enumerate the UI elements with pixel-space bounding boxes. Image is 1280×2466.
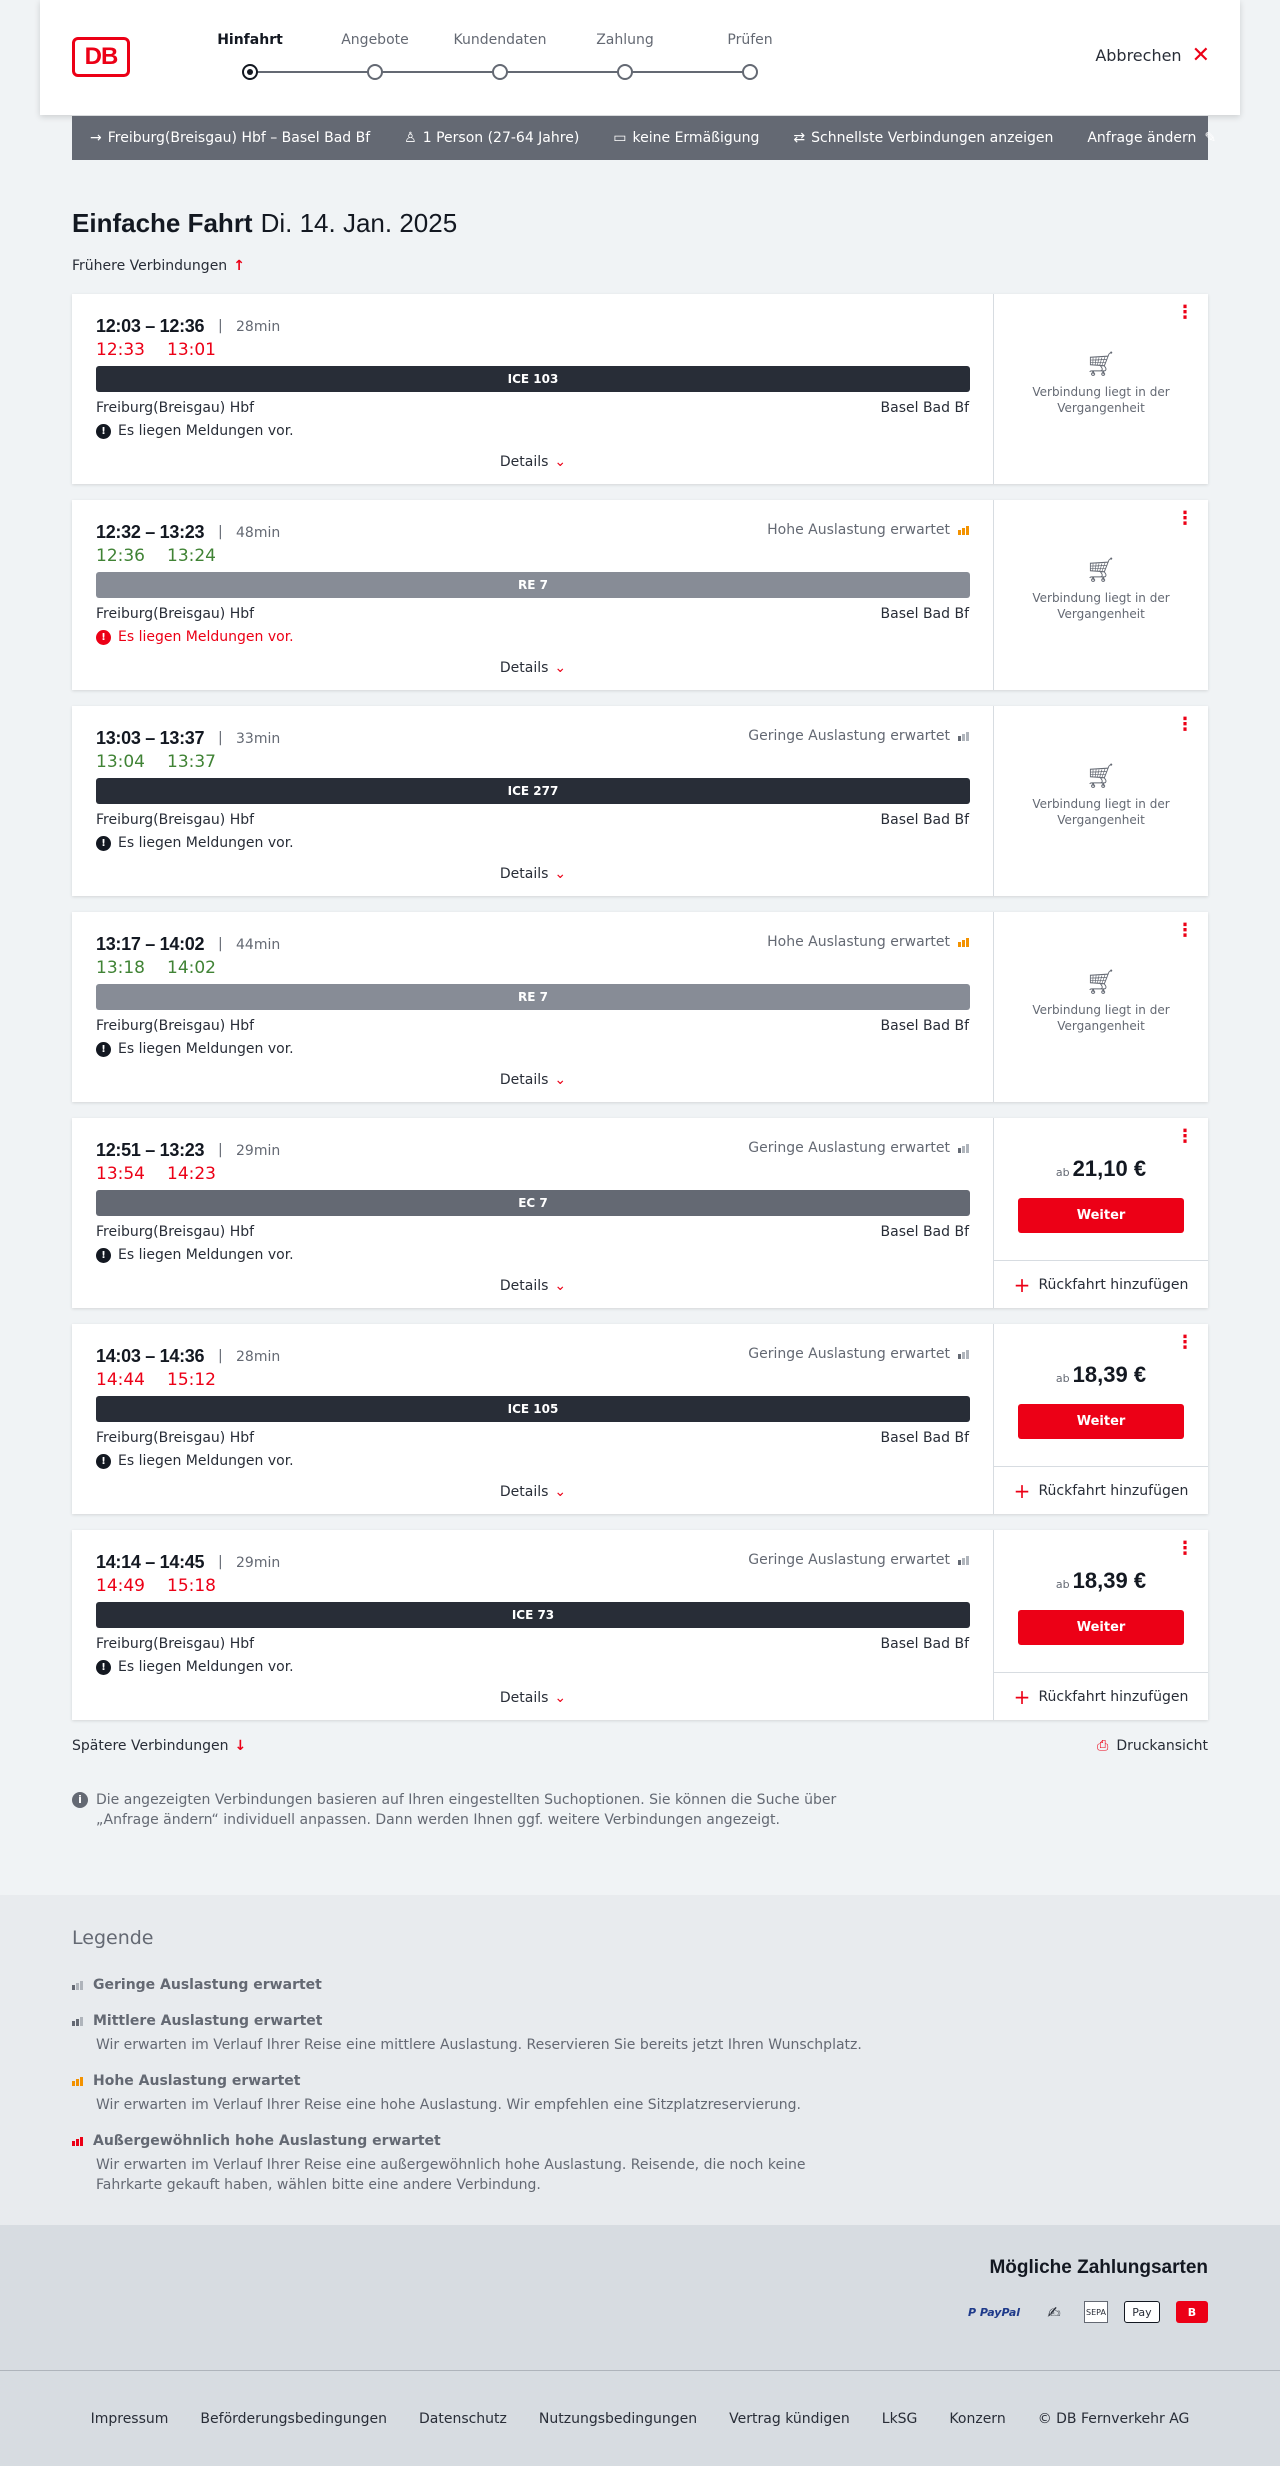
occupancy-mid-icon bbox=[72, 2017, 83, 2026]
connection-main[interactable] bbox=[72, 1530, 994, 1720]
realtime-arrival: 15:12 bbox=[167, 1370, 216, 1390]
destination-station: Basel Bad Bf bbox=[880, 812, 969, 828]
realtime-times bbox=[96, 1576, 238, 1596]
occupancy-info bbox=[748, 1140, 969, 1156]
plus-icon: + bbox=[1013, 1478, 1031, 1503]
step-dot-icon bbox=[742, 64, 758, 80]
step-dot-icon bbox=[367, 64, 383, 80]
info-note bbox=[72, 1790, 852, 1830]
train-bar: ICE 277 bbox=[96, 778, 970, 804]
printer-icon: ⎙ bbox=[1097, 1738, 1109, 1754]
legend-item-description: Wir erwarten im Verlauf Ihrer Reise eine außergewöhnlich hohe Auslastung. Reisende, die noch keine Fahrkarte gekauft haben, wählen bitte eine andere Verbindung. bbox=[96, 2157, 806, 2193]
summary-discount-text: keine Ermäßigung bbox=[632, 130, 760, 146]
cart-icon: 🛒︎ bbox=[1085, 556, 1117, 584]
connection-card bbox=[72, 294, 1208, 484]
connection-card bbox=[72, 1530, 1208, 1720]
add-return-label: Rückfahrt hinzufügen bbox=[1038, 1482, 1189, 1499]
realtime-arrival: 14:23 bbox=[167, 1164, 216, 1184]
step-label: Kundendaten bbox=[453, 32, 547, 48]
occupancy-low-icon bbox=[958, 1144, 969, 1153]
realtime-departure: 13:04 bbox=[96, 752, 145, 772]
db-icon: B bbox=[1176, 2301, 1208, 2323]
past-connection-notice bbox=[994, 968, 1208, 1034]
occupancy-label: Geringe Auslastung erwartet bbox=[748, 1346, 950, 1362]
price-amount: 18,39 € bbox=[1072, 1362, 1147, 1387]
destination-station: Basel Bad Bf bbox=[880, 1636, 969, 1652]
footer-link[interactable]: Impressum bbox=[90, 2411, 169, 2427]
details-toggle[interactable] bbox=[72, 454, 994, 470]
origin-station: Freiburg(Breisgau) Hbf bbox=[96, 1430, 255, 1446]
connection-offer bbox=[994, 912, 1208, 1102]
price-prefix: ab bbox=[1055, 1372, 1070, 1385]
details-label: Details bbox=[499, 1484, 549, 1500]
realtime-departure: 14:49 bbox=[96, 1576, 145, 1596]
connection-offer bbox=[994, 1118, 1208, 1308]
step-zahlung[interactable] bbox=[555, 30, 695, 80]
footer-links bbox=[0, 2411, 1280, 2427]
departure-arrival-times: 12:03 – 12:36 bbox=[96, 316, 205, 336]
occupancy-info bbox=[767, 934, 969, 950]
summary-route bbox=[90, 130, 370, 146]
notice-text: Es liegen Meldungen vor. bbox=[118, 1041, 294, 1057]
destination-station: Basel Bad Bf bbox=[880, 1018, 969, 1034]
details-label: Details bbox=[499, 454, 549, 470]
add-return-trip-button[interactable] bbox=[994, 1672, 1208, 1720]
chevron-down-icon: ⌄ bbox=[554, 1072, 567, 1088]
destination-station: Basel Bad Bf bbox=[880, 1430, 969, 1446]
notice-text: Es liegen Meldungen vor. bbox=[118, 1659, 294, 1675]
details-toggle[interactable] bbox=[72, 1484, 994, 1500]
later-label: Spätere Verbindungen bbox=[72, 1738, 229, 1754]
duration: 28min bbox=[236, 1349, 281, 1365]
details-label: Details bbox=[499, 1690, 549, 1706]
more-options-icon[interactable]: ⋮ bbox=[1176, 920, 1194, 941]
connection-card bbox=[72, 912, 1208, 1102]
earlier-connections-link[interactable] bbox=[72, 258, 245, 274]
departure-arrival-times: 13:03 – 13:37 bbox=[96, 728, 205, 748]
later-connections-link[interactable] bbox=[72, 1738, 246, 1754]
step-dot-icon bbox=[492, 64, 508, 80]
legend bbox=[0, 1895, 1280, 2225]
duration: 48min bbox=[236, 525, 281, 541]
card-icon: ▭ bbox=[613, 130, 627, 146]
earlier-label: Frühere Verbindungen bbox=[72, 258, 228, 274]
legend-item-title bbox=[72, 1977, 872, 1993]
separator: | bbox=[218, 1554, 223, 1570]
departure-arrival-times: 14:14 – 14:45 bbox=[96, 1552, 205, 1572]
db-logo[interactable]: DB bbox=[72, 37, 130, 77]
chevron-down-icon: ⌄ bbox=[554, 866, 567, 882]
step-prüfen[interactable] bbox=[680, 30, 820, 80]
more-options-icon[interactable]: ⋮ bbox=[1176, 1126, 1194, 1147]
alert-icon: ! bbox=[96, 1660, 111, 1675]
chevron-down-icon: ⌄ bbox=[554, 660, 567, 676]
paypal-icon: P PayPal bbox=[967, 2305, 1021, 2319]
connection-offer bbox=[994, 294, 1208, 484]
realtime-departure: 14:44 bbox=[96, 1370, 145, 1390]
arrow-up-icon: ↑ bbox=[233, 258, 245, 274]
realtime-arrival: 13:01 bbox=[167, 340, 216, 360]
summary-persons-text: 1 Person (27-64 Jahre) bbox=[422, 130, 580, 146]
connection-main[interactable] bbox=[72, 1118, 994, 1308]
past-connection-text: Verbindung liegt in der Vergangenheit bbox=[1032, 385, 1170, 415]
details-toggle[interactable] bbox=[72, 866, 994, 882]
details-label: Details bbox=[499, 1072, 549, 1088]
legend-title-text: Geringe Auslastung erwartet bbox=[93, 1977, 322, 1993]
price bbox=[994, 1156, 1208, 1182]
legend-item-description: Wir erwarten im Verlauf Ihrer Reise eine hohe Auslastung. Wir empfehlen eine Sitzplatzreservierung. bbox=[96, 2097, 801, 2113]
add-return-trip-button[interactable] bbox=[994, 1260, 1208, 1308]
add-return-trip-button[interactable] bbox=[994, 1466, 1208, 1514]
legend-item-title bbox=[72, 2013, 872, 2029]
departure-arrival-times: 14:03 – 14:36 bbox=[96, 1346, 205, 1366]
legend-item-description: Wir erwarten im Verlauf Ihrer Reise eine mittlere Auslastung. Reservieren Sie bereits jetzt Ihren Wunschplatz. bbox=[96, 2037, 862, 2053]
step-label: Prüfen bbox=[727, 32, 773, 48]
info-icon: i bbox=[72, 1792, 88, 1808]
connection-card bbox=[72, 1118, 1208, 1308]
connection-card bbox=[72, 1324, 1208, 1514]
connection-main[interactable] bbox=[72, 706, 994, 896]
train-bar: ICE 103 bbox=[96, 366, 970, 392]
chevron-down-icon: ⌄ bbox=[554, 454, 567, 470]
print-label: Druckansicht bbox=[1116, 1738, 1208, 1754]
notice-message bbox=[96, 835, 294, 851]
details-label: Details bbox=[499, 660, 549, 676]
plus-icon: + bbox=[1013, 1684, 1031, 1709]
alert-icon: ! bbox=[96, 1454, 111, 1469]
destination-station: Basel Bad Bf bbox=[880, 606, 969, 622]
connection-main[interactable] bbox=[72, 1324, 994, 1514]
continue-button[interactable]: Weiter bbox=[1018, 1610, 1184, 1645]
payment-methods bbox=[0, 2225, 1280, 2370]
notice-message bbox=[96, 423, 294, 439]
chevron-down-icon: ⌄ bbox=[554, 1690, 567, 1706]
edit-request-label: Anfrage ändern bbox=[1087, 130, 1197, 146]
legend-title-text: Hohe Auslastung erwartet bbox=[93, 2073, 301, 2089]
occupancy-low-icon bbox=[958, 732, 969, 741]
edit-request-button[interactable] bbox=[1087, 130, 1216, 146]
step-hinfahrt[interactable] bbox=[180, 30, 320, 80]
footer-link[interactable]: Konzern bbox=[949, 2411, 1006, 2427]
train-bar: ICE 105 bbox=[96, 1396, 970, 1422]
departure-arrival-times: 12:51 – 13:23 bbox=[96, 1140, 205, 1160]
details-toggle[interactable] bbox=[72, 1072, 994, 1088]
summary-option bbox=[793, 130, 1053, 146]
details-toggle[interactable] bbox=[72, 1690, 994, 1706]
duration: 28min bbox=[236, 319, 281, 335]
notice-text: Es liegen Meldungen vor. bbox=[118, 1453, 294, 1469]
realtime-times bbox=[96, 340, 238, 360]
realtime-arrival: 14:02 bbox=[167, 958, 216, 978]
alert-icon: ! bbox=[96, 1248, 111, 1263]
departure-arrival-times: 13:17 – 14:02 bbox=[96, 934, 205, 954]
legend-item-mid bbox=[72, 2013, 872, 2055]
duration: 29min bbox=[236, 1555, 281, 1571]
separator: | bbox=[218, 1142, 223, 1158]
notice-text: Es liegen Meldungen vor. bbox=[118, 629, 294, 645]
occupancy-low-icon bbox=[72, 1981, 83, 1990]
footer-link[interactable]: Nutzungsbedingungen bbox=[538, 2411, 698, 2427]
train-bar: EC 7 bbox=[96, 1190, 970, 1216]
connection-card bbox=[72, 500, 1208, 690]
duration: 29min bbox=[236, 1143, 281, 1159]
train-bar: ICE 73 bbox=[96, 1602, 970, 1628]
duration: 44min bbox=[236, 937, 281, 953]
past-connection-notice bbox=[994, 350, 1208, 416]
connection-offer bbox=[994, 1530, 1208, 1720]
header bbox=[40, 0, 1240, 115]
footer-link[interactable]: Vertrag kündigen bbox=[729, 2411, 850, 2427]
notice-message bbox=[96, 1247, 294, 1263]
plus-icon: + bbox=[1013, 1272, 1031, 1297]
notice-text: Es liegen Meldungen vor. bbox=[118, 423, 294, 439]
summary-route-text: Freiburg(Breisgau) Hbf – Basel Bad Bf bbox=[107, 130, 371, 146]
cart-icon: 🛒︎ bbox=[1085, 350, 1117, 378]
summary-persons bbox=[404, 130, 579, 146]
person-icon: ♙ bbox=[404, 130, 417, 146]
occupancy-high-icon bbox=[72, 2077, 83, 2086]
past-connection-text: Verbindung liegt in der Vergangenheit bbox=[1032, 1003, 1170, 1033]
more-options-icon[interactable]: ⋮ bbox=[1176, 1332, 1194, 1353]
notice-text: Es liegen Meldungen vor. bbox=[118, 835, 294, 851]
notice-message bbox=[96, 1659, 294, 1675]
realtime-times bbox=[96, 1164, 238, 1184]
train-bar: RE 7 bbox=[96, 984, 970, 1010]
alert-icon: ! bbox=[96, 424, 111, 439]
realtime-times bbox=[96, 1370, 238, 1390]
more-options-icon[interactable]: ⋮ bbox=[1176, 714, 1194, 735]
sepa-icon: SEPA bbox=[1084, 2301, 1108, 2323]
progress-steps bbox=[180, 30, 773, 90]
origin-station: Freiburg(Breisgau) Hbf bbox=[96, 1224, 255, 1240]
occupancy-extreme-icon bbox=[72, 2137, 83, 2146]
details-toggle[interactable] bbox=[72, 1278, 994, 1294]
add-return-label: Rückfahrt hinzufügen bbox=[1038, 1688, 1189, 1705]
past-connection-text: Verbindung liegt in der Vergangenheit bbox=[1032, 797, 1170, 827]
more-options-icon[interactable]: ⋮ bbox=[1176, 1538, 1194, 1559]
legend-item-title bbox=[72, 2133, 872, 2149]
occupancy-info bbox=[748, 1552, 969, 1568]
more-options-icon[interactable]: ⋮ bbox=[1176, 302, 1194, 323]
origin-station: Freiburg(Breisgau) Hbf bbox=[96, 812, 255, 828]
info-text: Die angezeigten Verbindungen basieren auf Ihren eingestellten Suchoptionen. Sie können die Suche über „Anfrage ändern“ individuell anpassen. Dann werden Ihnen ggf. weitere Verbindungen angezeigt. bbox=[96, 1792, 837, 1828]
legend-item-high bbox=[72, 2073, 872, 2115]
legend-item-extreme bbox=[72, 2133, 872, 2195]
past-connection-notice bbox=[994, 556, 1208, 622]
occupancy-info bbox=[767, 522, 969, 538]
duration: 33min bbox=[236, 731, 281, 747]
pencil-icon: ✎ bbox=[1204, 130, 1217, 146]
search-summary-bar bbox=[72, 116, 1217, 160]
realtime-departure: 12:33 bbox=[96, 340, 145, 360]
alert-icon: ! bbox=[96, 836, 111, 851]
occupancy-low-icon bbox=[958, 1350, 969, 1359]
realtime-departure: 13:54 bbox=[96, 1164, 145, 1184]
origin-station: Freiburg(Breisgau) Hbf bbox=[96, 606, 255, 622]
footer-link[interactable]: LkSG bbox=[881, 2411, 918, 2427]
separator: | bbox=[218, 936, 223, 952]
print-view-link[interactable] bbox=[1097, 1738, 1208, 1754]
chevron-down-icon: ⌄ bbox=[554, 1278, 567, 1294]
separator: | bbox=[218, 730, 223, 746]
occupancy-info bbox=[748, 1346, 969, 1362]
more-options-icon[interactable]: ⋮ bbox=[1176, 508, 1194, 529]
alert-icon: ! bbox=[96, 1042, 111, 1057]
close-icon: ✕ bbox=[1191, 42, 1210, 68]
train-bar: RE 7 bbox=[96, 572, 970, 598]
cart-icon: 🛒︎ bbox=[1085, 762, 1117, 790]
trip-date: Di. 14. Jan. 2025 bbox=[260, 208, 458, 238]
legend-title-text: Mittlere Auslastung erwartet bbox=[93, 2013, 323, 2029]
price bbox=[994, 1568, 1208, 1594]
destination-station: Basel Bad Bf bbox=[880, 400, 969, 416]
trip-type: Einfache Fahrt bbox=[72, 208, 253, 238]
step-angebote[interactable] bbox=[305, 30, 445, 80]
connection-main[interactable] bbox=[72, 912, 994, 1102]
connection-main[interactable] bbox=[72, 294, 994, 484]
notice-message bbox=[96, 629, 294, 645]
apple-icon: Pay bbox=[1124, 2301, 1160, 2323]
payment-title: Mögliche Zahlungsarten bbox=[989, 2257, 1208, 2278]
summary-discount bbox=[613, 130, 759, 146]
swap-icon: ⇄ bbox=[793, 130, 806, 146]
legend-item-low bbox=[72, 1977, 872, 1993]
occupancy-high-icon bbox=[958, 526, 969, 535]
price-amount: 21,10 € bbox=[1072, 1156, 1147, 1181]
occupancy-info bbox=[748, 728, 969, 744]
step-label: Hinfahrt bbox=[217, 32, 283, 48]
realtime-departure: 13:18 bbox=[96, 958, 145, 978]
chevron-down-icon: ⌄ bbox=[554, 1484, 567, 1500]
step-kundendaten[interactable] bbox=[430, 30, 570, 80]
past-connection-text: Verbindung liegt in der Vergangenheit bbox=[1032, 591, 1170, 621]
legend-title: Legende bbox=[72, 1927, 154, 1949]
destination-station: Basel Bad Bf bbox=[880, 1224, 969, 1240]
realtime-arrival: 13:24 bbox=[167, 546, 216, 566]
occupancy-high-icon bbox=[958, 938, 969, 947]
occupancy-label: Hohe Auslastung erwartet bbox=[767, 934, 950, 950]
arrow-right-icon: → bbox=[90, 130, 102, 146]
realtime-departure: 12:36 bbox=[96, 546, 145, 566]
notice-message bbox=[96, 1453, 294, 1469]
occupancy-label: Geringe Auslastung erwartet bbox=[748, 1140, 950, 1156]
legend-title-text: Außergewöhnlich hohe Auslastung erwartet bbox=[93, 2133, 441, 2149]
details-label: Details bbox=[499, 866, 549, 882]
footer bbox=[0, 2370, 1280, 2466]
price-amount: 18,39 € bbox=[1072, 1568, 1147, 1593]
summary-option-text: Schnellste Verbindungen anzeigen bbox=[811, 130, 1054, 146]
realtime-times bbox=[96, 546, 238, 566]
separator: | bbox=[218, 1348, 223, 1364]
cart-icon: 🛒︎ bbox=[1085, 968, 1117, 996]
legend-item-title bbox=[72, 2073, 872, 2089]
page-title bbox=[72, 208, 457, 239]
step-label: Zahlung bbox=[596, 32, 654, 48]
connection-main[interactable] bbox=[72, 500, 994, 690]
cancel-button[interactable] bbox=[1095, 42, 1210, 68]
connection-offer bbox=[994, 706, 1208, 896]
arrow-down-icon: ↓ bbox=[234, 1738, 247, 1754]
cancel-label: Abbrechen bbox=[1095, 46, 1182, 65]
price-prefix: ab bbox=[1055, 1166, 1070, 1179]
step-dot-icon bbox=[242, 64, 258, 80]
origin-station: Freiburg(Breisgau) Hbf bbox=[96, 1636, 255, 1652]
separator: | bbox=[218, 318, 223, 334]
connection-card bbox=[72, 706, 1208, 896]
realtime-arrival: 13:37 bbox=[167, 752, 216, 772]
occupancy-label: Geringe Auslastung erwartet bbox=[748, 1552, 950, 1568]
add-return-label: Rückfahrt hinzufügen bbox=[1038, 1276, 1189, 1293]
occupancy-low-icon bbox=[958, 1556, 969, 1565]
occupancy-label: Geringe Auslastung erwartet bbox=[748, 728, 950, 744]
footer-link[interactable]: Beförderungsbedingungen bbox=[200, 2411, 387, 2427]
past-connection-notice bbox=[994, 762, 1208, 828]
connection-offer bbox=[994, 500, 1208, 690]
separator: | bbox=[218, 524, 223, 540]
payment-icons bbox=[964, 2301, 1208, 2323]
step-dot-icon bbox=[617, 64, 633, 80]
origin-station: Freiburg(Breisgau) Hbf bbox=[96, 400, 255, 416]
sig-icon: ✍ bbox=[1047, 2302, 1061, 2322]
departure-arrival-times: 12:32 – 13:23 bbox=[96, 522, 205, 542]
continue-button[interactable]: Weiter bbox=[1018, 1198, 1184, 1233]
alert-icon: ! bbox=[96, 630, 111, 645]
realtime-times bbox=[96, 958, 238, 978]
realtime-times bbox=[96, 752, 238, 772]
occupancy-label: Hohe Auslastung erwartet bbox=[767, 522, 950, 538]
footer-link[interactable]: © DB Fernverkehr AG bbox=[1037, 2411, 1190, 2427]
continue-button[interactable]: Weiter bbox=[1018, 1404, 1184, 1439]
realtime-arrival: 15:18 bbox=[167, 1576, 216, 1596]
step-label: Angebote bbox=[341, 32, 409, 48]
details-toggle[interactable] bbox=[72, 660, 994, 676]
origin-station: Freiburg(Breisgau) Hbf bbox=[96, 1018, 255, 1034]
notice-text: Es liegen Meldungen vor. bbox=[118, 1247, 294, 1263]
footer-link[interactable]: Datenschutz bbox=[418, 2411, 507, 2427]
notice-message bbox=[96, 1041, 294, 1057]
connection-offer bbox=[994, 1324, 1208, 1514]
price-prefix: ab bbox=[1055, 1578, 1070, 1591]
details-label: Details bbox=[499, 1278, 549, 1294]
price bbox=[994, 1362, 1208, 1388]
